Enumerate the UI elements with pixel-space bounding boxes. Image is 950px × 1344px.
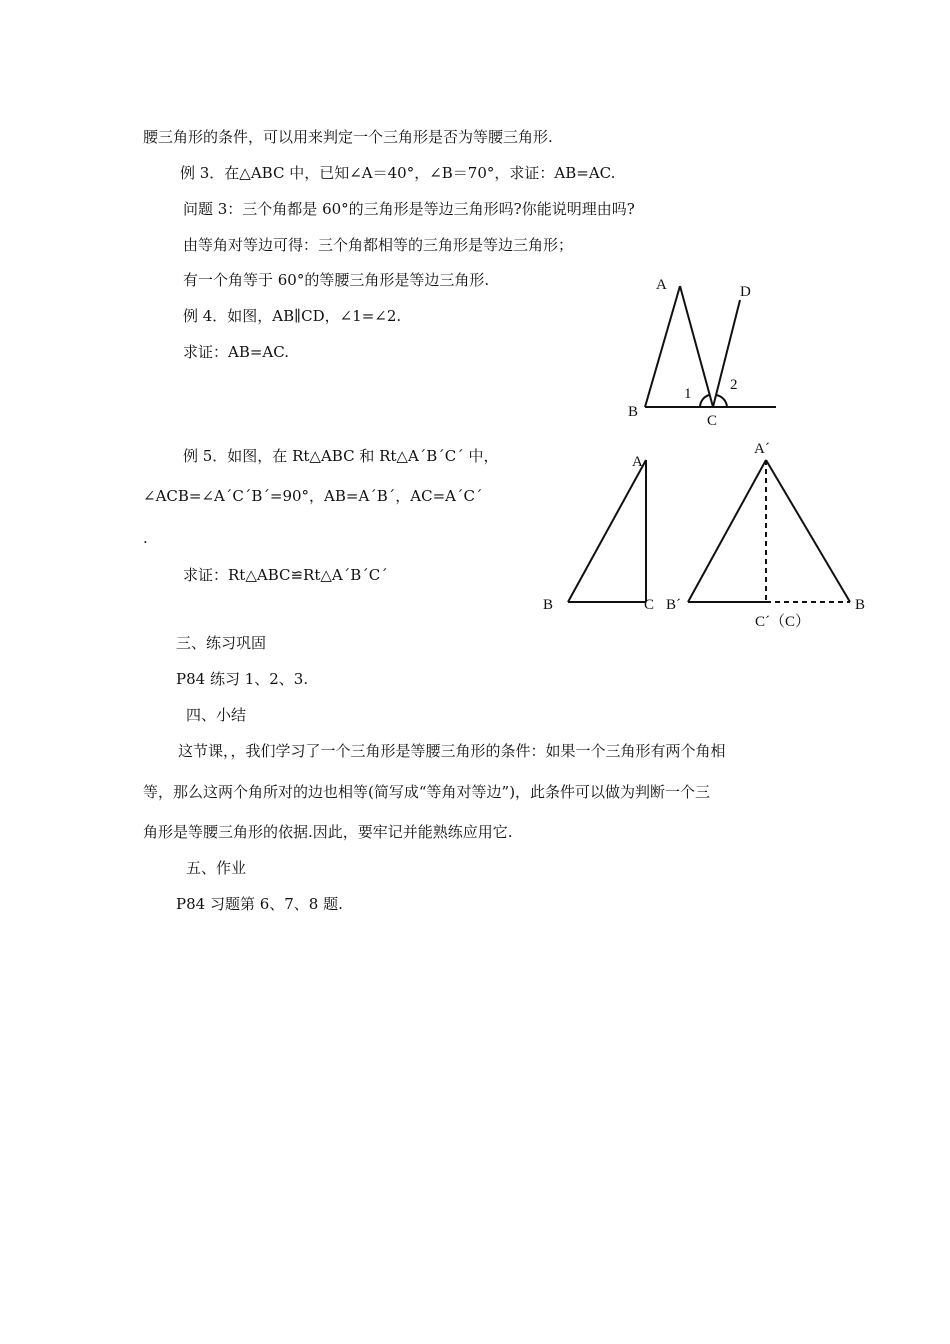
label-a-prime: A´ bbox=[754, 441, 770, 457]
label-b: B bbox=[543, 597, 554, 613]
example-4: 例 4．如图，AB∥CD，∠1=∠2. bbox=[183, 307, 402, 325]
tri1-side-ab bbox=[568, 460, 646, 602]
section-3-heading: 三、练习巩固 bbox=[176, 634, 267, 652]
angle-1-arc bbox=[700, 395, 709, 407]
label-d: D bbox=[740, 284, 751, 300]
summary-line-1: 这节课，，我们学习了一个三角形是等腰三角形的条件：如果一个三角形有两个角相 bbox=[178, 742, 726, 760]
angle-2-arc bbox=[716, 395, 727, 407]
label-2: 2 bbox=[730, 377, 738, 393]
section-5-heading: 五、作业 bbox=[186, 859, 247, 877]
figure-parallel-lines bbox=[620, 270, 790, 430]
label-b: B bbox=[628, 404, 639, 420]
example-5-conditions: ∠ACB=∠A´C´B´=90°，AB=A´B´，AC=A´C´ bbox=[143, 487, 483, 505]
homework-ref: P84 习题第 6、7、8 题. bbox=[176, 895, 343, 913]
label-c-prime: C´（C） bbox=[755, 614, 811, 630]
tri2-side-ab-right bbox=[766, 460, 850, 602]
text-line-4: 由等角对等边可得：三个角都相等的三角形是等边三角形； bbox=[183, 236, 574, 254]
segment-ab bbox=[645, 286, 680, 407]
section-4-heading: 四、小结 bbox=[186, 706, 247, 724]
label-b-prime: B´ bbox=[666, 597, 681, 613]
label-a: A bbox=[656, 277, 667, 293]
label-c: C bbox=[707, 413, 718, 429]
text-line-5: 有一个角等于 60°的等腰三角形是等边三角形. bbox=[183, 271, 490, 289]
example-5-prove: 求证：Rt△ABC≌Rt△A´B´C´ bbox=[183, 566, 388, 584]
summary-line-2: 等，那么这两个角所对的边也相等(简写成“等角对等边”)，此条件可以做为判断一个三 bbox=[143, 783, 711, 801]
label-a: A bbox=[632, 454, 643, 470]
example-5: 例 5．如图，在 Rt△ABC 和 Rt△A´B´C´ 中， bbox=[183, 447, 499, 465]
practice-ref: P84 练习 1、2、3. bbox=[176, 670, 309, 688]
summary-line-3: 角形是等腰三角形的依据.因此，要牢记并能熟练应用它. bbox=[143, 823, 513, 841]
label-b-right: B bbox=[855, 597, 866, 613]
tri2-side-ab bbox=[688, 460, 766, 602]
text-line-1: 腰三角形的条件，可以用来判定一个三角形是否为等腰三角形. bbox=[143, 128, 553, 146]
example-3: 例 3．在△ABC 中，已知∠A＝40°，∠B＝70°，求证：AB=AC. bbox=[180, 164, 616, 182]
stray-period: . bbox=[143, 529, 148, 547]
label-1: 1 bbox=[684, 386, 692, 402]
question-3: 问题 3：三个角都是 60°的三角形是等边三角形吗?你能说明理由吗? bbox=[183, 200, 635, 218]
label-c: C bbox=[644, 597, 655, 613]
example-4-prove: 求证：AB=AC. bbox=[183, 343, 289, 361]
figure-right-triangles bbox=[535, 435, 875, 635]
